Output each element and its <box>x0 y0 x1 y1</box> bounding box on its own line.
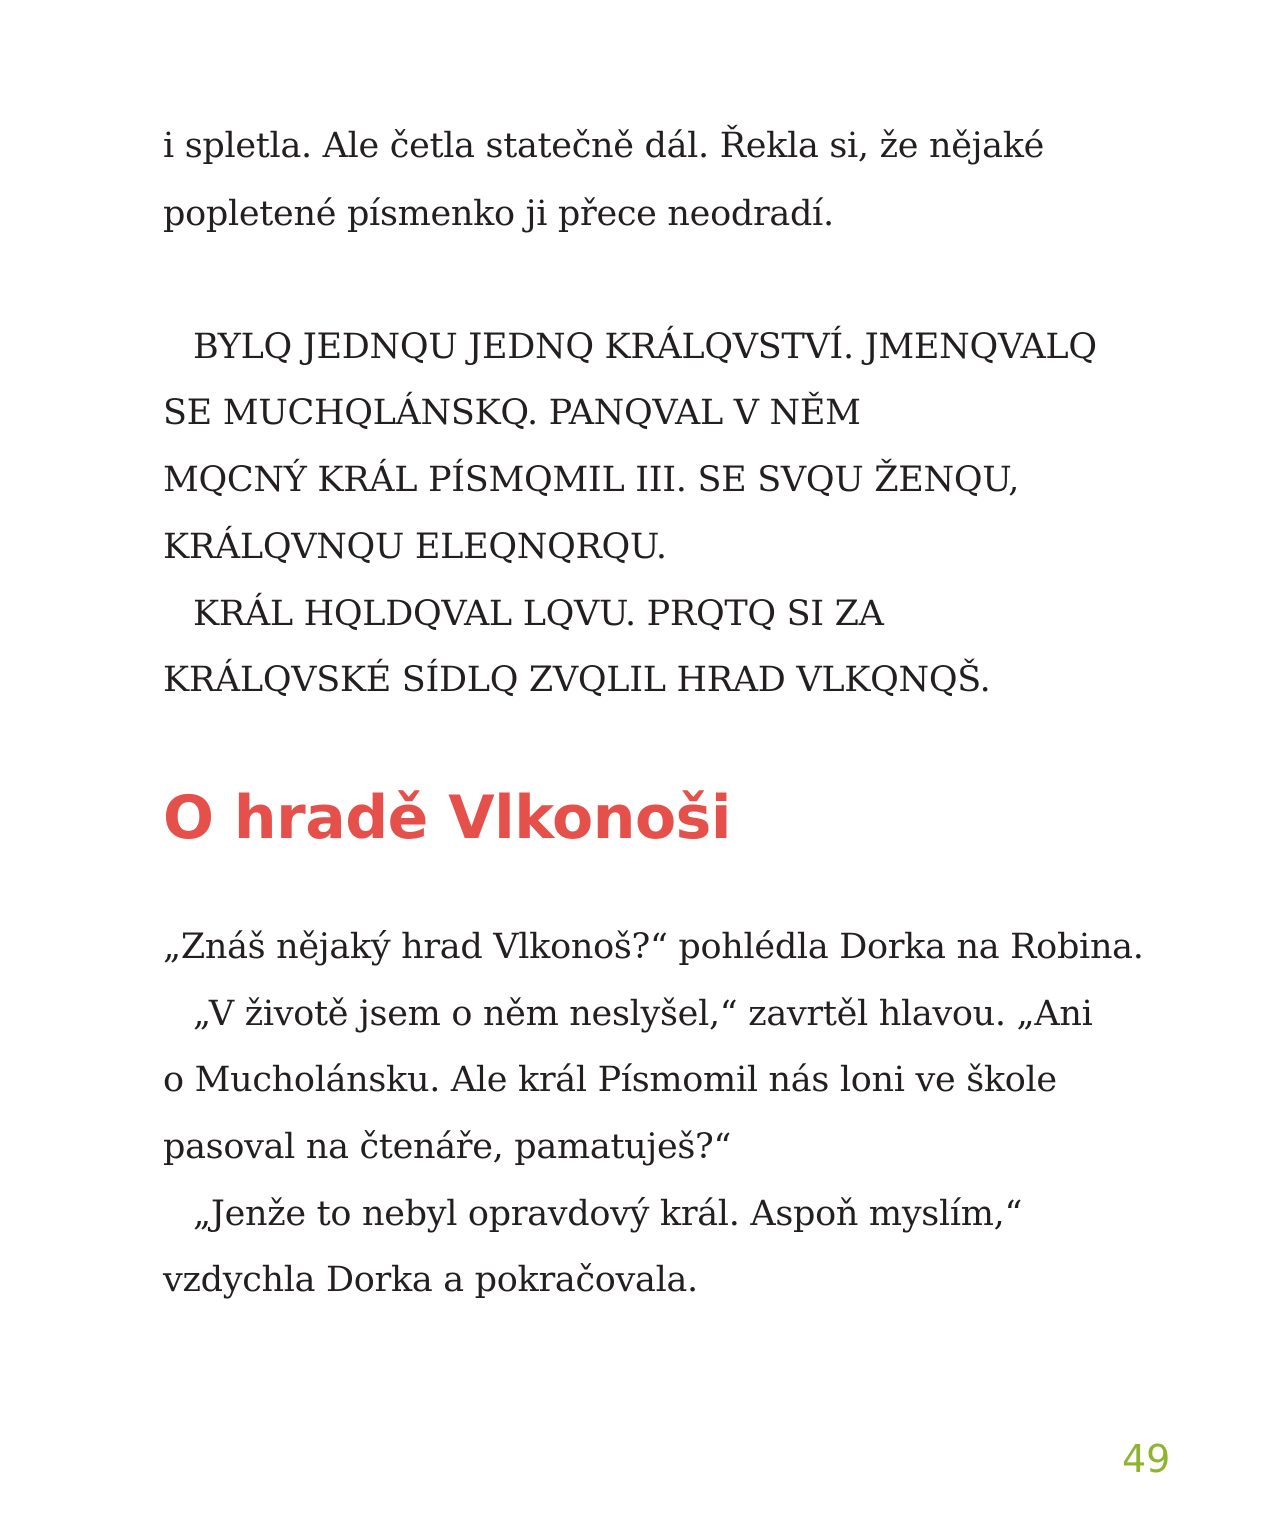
paragraph-line: „Jenže to nebyl opravdový král. Aspoň myslím,“ <box>193 1194 1023 1234</box>
paragraph-line: „V životě jsem o něm neslyšel,“ zavrtěl hlavou. „Ani <box>193 994 1093 1034</box>
page-number: 49 <box>1122 1437 1171 1481</box>
chapter-heading: O hradě Vlkonoši <box>163 783 731 853</box>
paragraph-line: o Mucholánsku. Ale král Písmomil nás loni ve škole <box>163 1060 1057 1100</box>
cipher-text-line: KRÁLQVSKÉ SÍDLQ ZVQLIL HRAD VLKQNQŠ. <box>163 660 991 700</box>
paragraph-line: i spletla. Ale četla statečně dál. Řekla si, že nějaké <box>163 126 1045 166</box>
cipher-text-line: BYLQ JEDNQU JEDNQ KRÁLQVSTVÍ. JMENQVALQ <box>193 327 1097 367</box>
paragraph-line: pasoval na čtenáře, pamatuješ?“ <box>163 1127 732 1167</box>
cipher-text-line: SE MUCHQLÁNSKQ. PANQVAL V NĚM <box>163 393 861 433</box>
cipher-text-line: MQCNÝ KRÁL PÍSMQMIL III. SE SVQU ŽENQU, <box>163 460 1020 500</box>
paragraph-line: „Znáš nějaký hrad Vlkonoš?“ pohlédla Dorka na Robina. <box>163 927 1144 967</box>
paragraph-line: vzdychla Dorka a pokračovala. <box>163 1260 698 1300</box>
cipher-text-line: KRÁLQVNQU ELEQNQRQU. <box>163 527 667 567</box>
paragraph-line: popletené písmenko ji přece neodradí. <box>163 194 834 234</box>
cipher-text-line: KRÁL HQLDQVAL LQVU. PRQTQ SI ZA <box>193 594 884 634</box>
